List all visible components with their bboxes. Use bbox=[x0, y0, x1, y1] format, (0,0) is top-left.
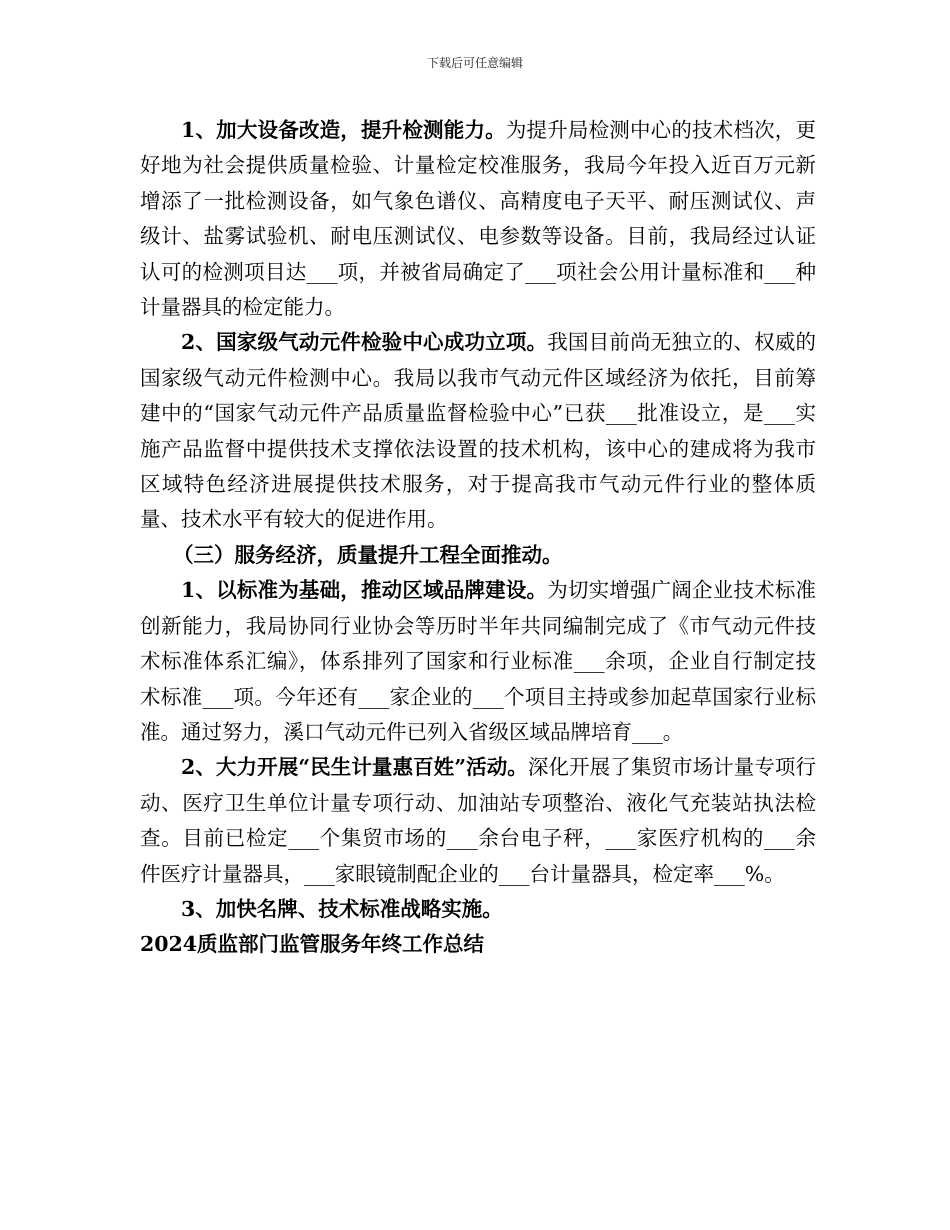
paragraph-lead: 2、大力开展“民生计量惠百姓”活动。 bbox=[181, 755, 528, 780]
paragraph-text: 为提升局检测中心的技术档次，更好地为社会提供质量检验、计量检定校准服务，我局今年投入近百万元新增添了一批检测设备，如气象色谱仪、高精度电子天平、耐压测试仪、声级计、盐雾试验机、耐电压测试仪、电参数等设备。目前，我局经过认证认可的检测项目达___项，并被省局确定了___项社会公用计量标准和___种计量器具的检定能力。 bbox=[140, 118, 817, 320]
section-heading: （三）服务经济，质量提升工程全面推动。 bbox=[173, 542, 563, 567]
paragraph-4 bbox=[140, 750, 816, 892]
paragraph-5 bbox=[140, 892, 816, 927]
page-header: 下载后可任意编辑 bbox=[426, 56, 523, 70]
paragraph-text: 为切实增强广阔企业技术标准创新能力，我局协同行业协会等历时半年共同编制完成了《市气动元件技术标准体系汇编》，体系排列了国家和行业标准___余项，企业自行制定技术标准___项。今年还有___家企业的___个项目主持或参加起草国家行业标准。通过努力，溪口气动元件已列入省级区域品牌培育___。 bbox=[140, 578, 817, 744]
paragraph-text: 深化开展了集贸市场计量专项行动、医疗卫生单位计量专项行动、加油站专项整治、液化气充装站执法检查。目前已检定___个集贸市场的___余台电子秤，___家医疗机构的___余件医疗计量器具，___家眼镜制配企业的___台计量器具，检定率___%。 bbox=[140, 755, 816, 886]
document-title: 2024质监部门监管服务年终工作总结 bbox=[140, 932, 485, 957]
paragraph-lead: 3、加快名牌、技术标准战略实施。 bbox=[181, 896, 503, 921]
paragraph-lead: 1、以标准为基础，推动区域品牌建设。 bbox=[181, 578, 548, 603]
paragraph-lead: 1、加大设备改造，提升检测能力。 bbox=[181, 118, 506, 142]
paragraph-text: 我国目前尚无独立的、权威的国家级气动元件检测中心。我局以我市气动元件区域经济为依托，目前筹建中的“国家气动元件产品质量监督检验中心”已获___批准设立，是___实施产品监督中提供技术支撑依法设置的技术机构，该中心的建成将为我市区域特色经济进展提供技术服务，对于提高我市气动元件行业的整体质量、技术水平有较大的促进作用。 bbox=[140, 330, 817, 532]
document-body bbox=[140, 113, 816, 963]
paragraph-1 bbox=[140, 113, 816, 325]
paragraph-3 bbox=[140, 573, 816, 750]
paragraph-lead: 2、国家级气动元件检验中心成功立项。 bbox=[181, 330, 548, 355]
paragraph-2 bbox=[140, 325, 816, 537]
